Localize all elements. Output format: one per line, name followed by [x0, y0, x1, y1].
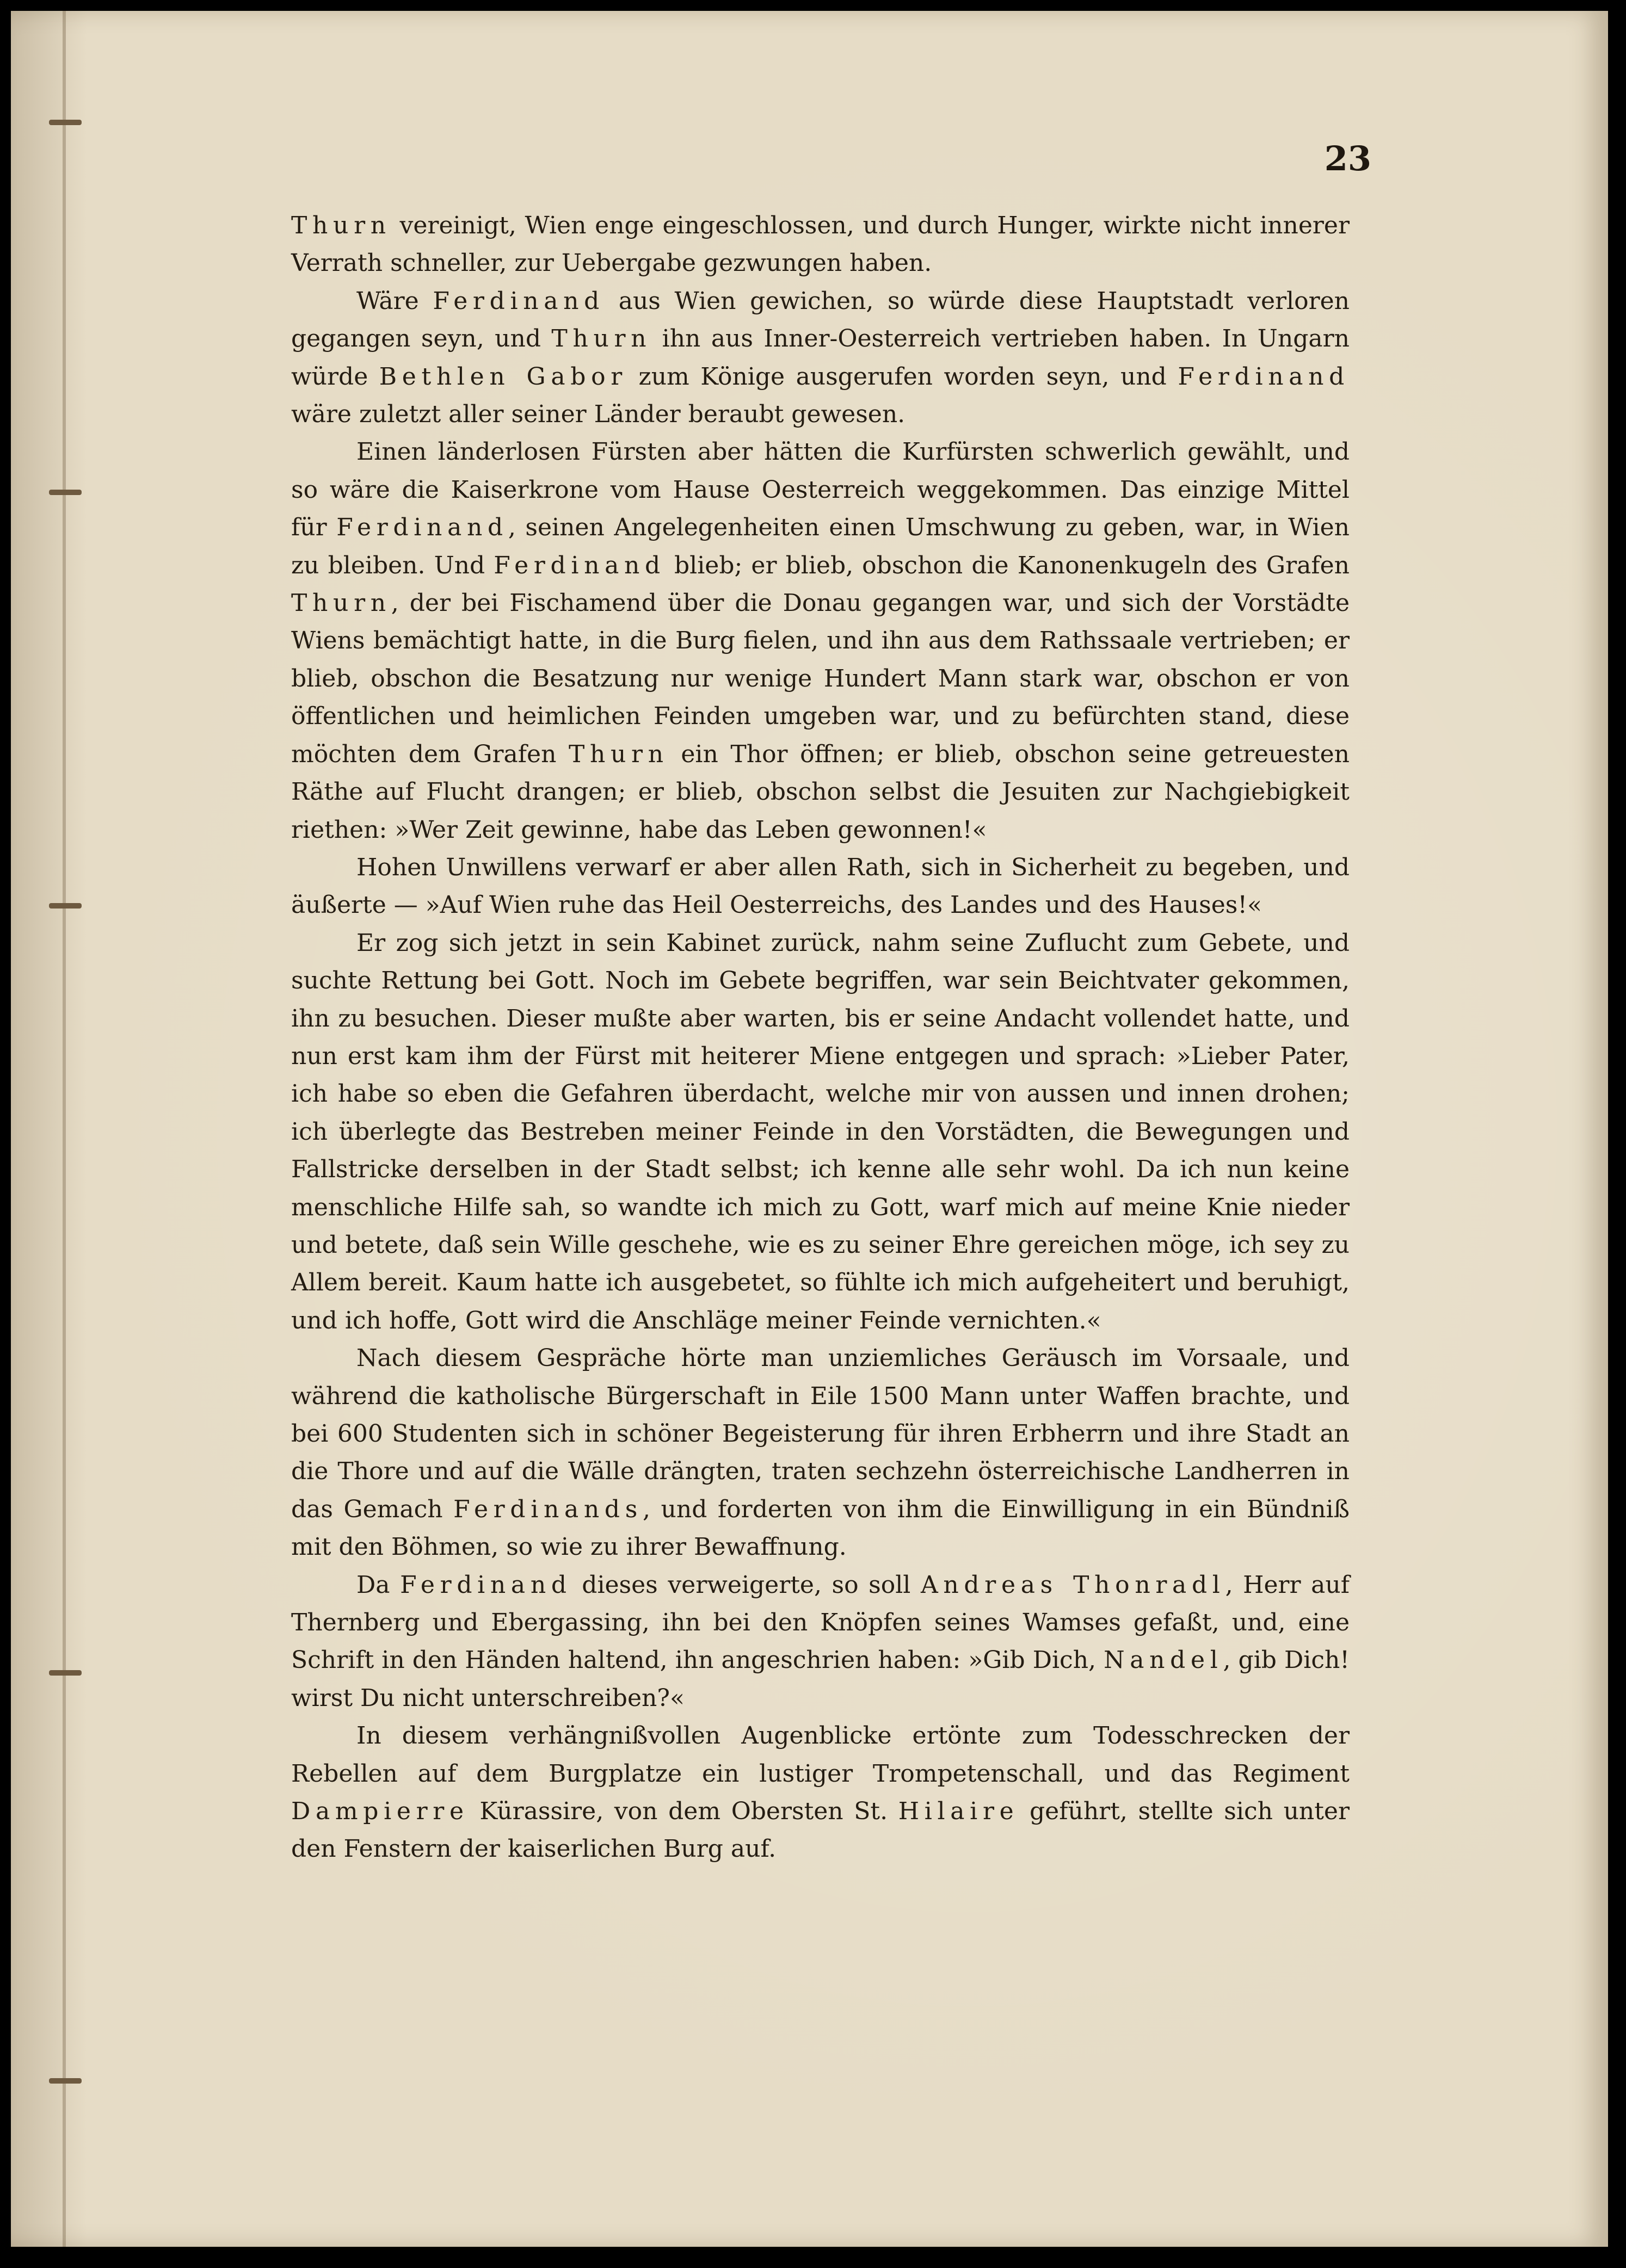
spaced-name: Thurn: [568, 740, 669, 768]
spaced-name: Ferdinand: [1178, 362, 1350, 391]
spaced-name: Thurn: [551, 325, 652, 353]
text-run: , Herr auf Thernberg und Ebergassing, ihn bei den Knöpfen seines Wamses gefaßt, und, eine Schrift in den Händen haltend, ihn angeschrien haben: »Gib Dich,: [291, 1571, 1350, 1674]
text-run: , seinen Angelegenheiten einen Umschwung zu geben, war, in Wien zu bleiben. Und: [291, 514, 1350, 579]
text-run: Einen länderlosen Fürsten aber hätten die Kurfürsten schwerlich gewählt, und so wäre die Kaiserkrone vom Hause Oesterreich weggekommen. Das einzige Mittel für: [291, 438, 1350, 542]
paragraph: [291, 207, 1350, 282]
text-run: In diesem verhängnißvollen Augenblicke ertönte zum Todesschrecken der Rebellen auf dem Burgplatze ein lustiger Trompetenschall, und das Regiment: [291, 1722, 1350, 1788]
paragraph: [291, 1717, 1350, 1868]
text-run: zum Könige ausgerufen worden seyn, und: [627, 362, 1178, 391]
text-run: Kürassire, von dem Obersten St.: [469, 1797, 898, 1826]
binding-stitch: [49, 1670, 82, 1676]
spaced-name: Hilaire: [898, 1797, 1019, 1826]
text-run: , und forderten von ihm die Einwilligung in ein Bündniß mit den Böhmen, so wie zu ihrer Bewaffnung.: [291, 1495, 1350, 1561]
paragraph: [291, 1339, 1350, 1566]
text-run: Wäre: [356, 287, 433, 315]
paragraph: [291, 433, 1350, 848]
spaced-name: Nandel: [1104, 1646, 1223, 1674]
binding-stitch: [49, 2078, 82, 2084]
binding-stitch: [49, 120, 82, 125]
spaced-name: Bethlen Gabor: [379, 362, 628, 391]
text-run: Hohen Unwillens verwarf er aber allen Rath, sich in Sicherheit zu begeben, und äußerte — »Auf Wien ruhe das Heil Oesterreichs, des Landes und des Hauses!«: [291, 853, 1350, 919]
book-page: [11, 11, 1608, 2247]
text-run: blieb; er blieb, obschon die Kanonenkugeln des Grafen: [665, 551, 1350, 579]
text-run: Er zog sich jetzt in sein Kabinet zurück, nahm seine Zuflucht zum Gebete, und suchte Rettung bei Gott. Noch im Gebete begriffen, war sein Beichtvater gekommen, ihn zu besuchen. Dieser mußte aber warten, bis er seine Andacht vollendet hatte, und nun erst kam ihm der Fürst mit heiterer Miene entgegen und sprach: »Lieber Pater, ich habe so eben die Gefahren überdacht, welche mir von aussen und innen drohen; ich überlegte das Bestreben meiner Feinde in den Vorstädten, die Bewegungen und Fallstricke derselben in der Stadt selbst; ich kenne alle sehr wohl. Da ich nun keine menschliche Hilfe sah, so wandte ich mich zu Gott, warf mich auf meine Knie nieder und betete, daß sein Wille geschehe, wie es zu seiner Ehre gereichen möge, ich sey zu Allem bereit. Kaum hatte ich ausgebetet, so fühlte ich mich aufgeheitert und beruhigt, und ich hoffe, Gott wird die Anschläge meiner Feinde vernichten.«: [291, 929, 1350, 1334]
text-run: ein Thor öffnen; er blieb, obschon seine getreuesten Räthe auf Flucht drangen; er blieb, obschon selbst die Jesuiten zur Nachgiebigkeit riethen: »Wer Zeit gewinne, habe das Leben gewonnen!«: [291, 740, 1350, 844]
text-run: wäre zuletzt aller seiner Länder beraubt gewesen.: [291, 400, 906, 429]
spaced-name: Ferdinand: [433, 287, 605, 315]
text-run: , gib Dich! wirst Du nicht unterschreiben?«: [291, 1646, 1350, 1712]
binding-stitch: [49, 490, 82, 495]
text-run: Nach diesem Gespräche hörte man unziemliches Geräusch im Vorsaale, und während die katholische Bürgerschaft in Eile 1500 Mann unter Waffen brachte, und bei 600 Studenten sich in schöner Begeisterung für ihren Erbherrn und ihre Stadt an die Thore und auf die Wälle drängten, traten sechzehn österreichische Landherren in das Gemach: [291, 1344, 1350, 1523]
paragraph: [291, 924, 1350, 1339]
paragraph: [291, 849, 1350, 924]
spaced-name: Thurn: [291, 212, 391, 239]
spaced-name: Ferdinand: [336, 514, 508, 542]
body-text: [291, 207, 1350, 1868]
paragraph: [291, 1566, 1350, 1717]
spaced-name: Ferdinands: [453, 1495, 643, 1523]
spaced-name: Thurn: [291, 589, 391, 617]
page-number: 23: [1324, 139, 1371, 178]
text-run: , der bei Fischamend über die Donau gegangen war, und sich der Vorstädte Wiens bemächtigt hatte, in die Burg fielen, und ihn aus dem Rathssaale vertrieben; er blieb, obschon die Besatzung nur wenige Hundert Mann stark war, obschon er von öffentlichen und heimlichen Feinden umgeben war, und zu befürchten stand, diese möchten dem Grafen: [291, 589, 1350, 768]
page-binding-edge: [63, 11, 66, 2247]
spaced-name: Ferdinand: [494, 551, 666, 579]
text-run: Da: [356, 1571, 401, 1599]
binding-stitch: [49, 903, 82, 909]
text-run: vereinigt, Wien enge eingeschlossen, und durch Hunger, wirkte nicht innerer Verrath schneller, zur Uebergabe gezwungen haben.: [291, 212, 1350, 277]
text-run: aus Wien gewichen, so würde diese Hauptstadt verloren gegangen seyn, und: [291, 287, 1350, 353]
spaced-name: Ferdinand: [400, 1571, 572, 1599]
text-run: ihn aus Inner-Oesterreich vertrieben haben. In Ungarn würde: [291, 325, 1350, 391]
text-run: geführt, stellte sich unter den Fenstern der kaiserlichen Burg auf.: [291, 1797, 1350, 1863]
spaced-name: Andreas Thonradl: [920, 1571, 1225, 1599]
text-run: dieses verweigerte, so soll: [571, 1571, 921, 1599]
spaced-name: Dampierre: [291, 1797, 469, 1826]
paragraph: [291, 282, 1350, 434]
